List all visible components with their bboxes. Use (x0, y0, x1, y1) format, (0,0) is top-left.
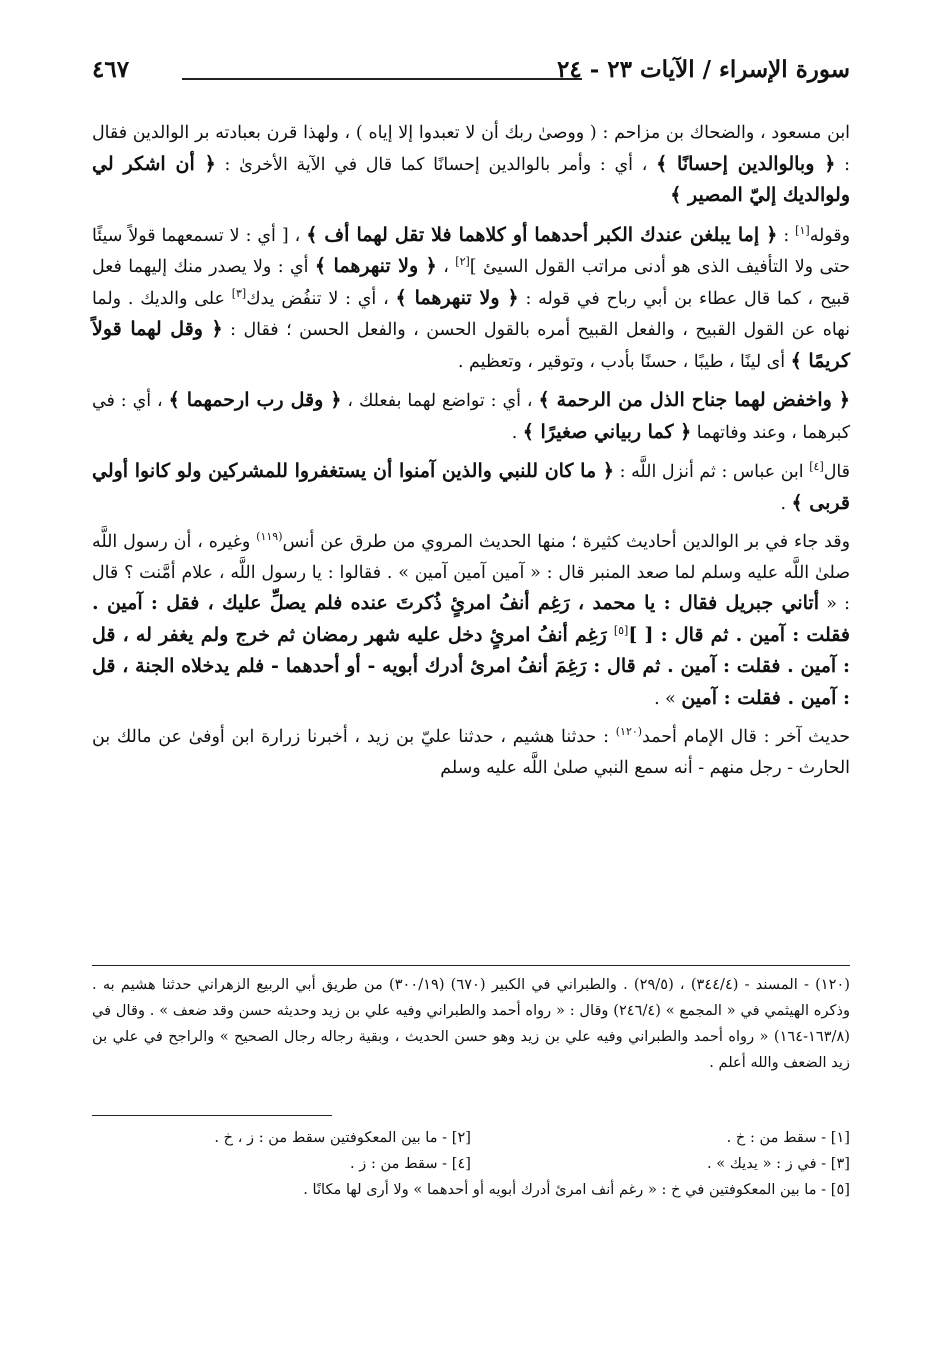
footnote-5: [٥] - ما بين المعكوفتين في خ : « رغم أنف امرئ أدرك أبويه أو أحدهما » ولا أرى لها مكانًا . (303, 1181, 850, 1198)
hadith-footnote (92, 965, 850, 1076)
text: أي : ولا يصدر منك إليهما فعل قبيح ، كما قال عطاء بن أبي رباح في قوله : (92, 257, 850, 309)
text: ، أي : وأمر بالوالدين إحسانًا كما قال في الآية الأخرىٰ : (215, 154, 657, 175)
text: قال (823, 462, 850, 482)
text: : (777, 225, 796, 246)
quran-quote: ﴿ ولا تنهرهما ﴾ (314, 255, 437, 277)
text: : حدثنا هشيم ، حدثنا عليّ بن زيد ، أخبرنا زرارة ابن أوفىٰ عن مالك بن الحارث - رجل منهم - أنه سمع النبي صلىٰ اللَّه عليه وسلم (92, 727, 850, 778)
quran-quote: ﴿ ولا تنهرهما ﴾ (395, 286, 519, 309)
footnote-ref-3: [٣] (231, 286, 247, 300)
page-header (92, 56, 850, 90)
text: . (780, 493, 792, 514)
footnote-ref-5: [٥] (613, 623, 629, 637)
text: ، (436, 257, 456, 277)
paragraph-2 (92, 220, 850, 378)
footnote-1: [١] - سقط من : خ . (726, 1129, 850, 1146)
paragraph-1 (92, 118, 850, 212)
quran-quote: ﴿ كما ربياني صغيرًا ﴾ (522, 420, 692, 443)
hadith-text: رَغِم أنفُ امرئٍ دخل عليه شهر رمضان ثم خرج ولم يغفر له ، قل : آمين . فقلت : آمين . ثم قال : رَغِمَ أنفُ امرئ أدرك أبويه - أو أحدهما - فلم يدخلاه الجنة ، قل : آمين . فقلت : آمين (92, 623, 850, 709)
text: وقد جاء في بر الوالدين أحاديث كثيرة ؛ منها الحديث المروي من طرق عن أنس (282, 532, 850, 552)
hadith-ref-119: (١١٩) (256, 530, 283, 544)
text: » . (654, 688, 682, 709)
quran-quote: ﴿ وبالوالدين إحسانًا ﴾ (656, 152, 836, 175)
text: ، أي : لا تنفُض يدك (246, 288, 396, 309)
footnote-ref-1: [١] (795, 223, 810, 237)
textual-footnotes (92, 1125, 850, 1203)
running-title: سورة الإسراء / الآيات ٢٣ - ٢٤ (557, 56, 850, 83)
footnote-row (92, 1151, 850, 1177)
paragraph-6 (92, 722, 850, 783)
text: ، [ أي : لا تسمعهما قولاً سيئًا حتى ولا التأفيف الذى هو أدنى مراتب القول السيئ ] (92, 225, 850, 277)
text: على والديك . ولما نهاه عن القول القبيح ، والفعل القبيح أمره بالقول الحسن ، والفعل الحسن ؛ فقال : (92, 288, 850, 340)
quran-quote: ﴿ وقل رب ارحمهما ﴾ (168, 389, 342, 411)
text: وغيره ، أن رسول اللَّه صلىٰ اللَّه عليه وسلم لما صعد المنبر قال : « آمين آمين آمين » . فقالوا : يا رسول اللَّه ، علام أمَّنت ؟ قال : « (92, 532, 850, 614)
text: ، أي : تواضع لهما بفعلك ، (341, 391, 539, 411)
main-text (92, 118, 850, 791)
hadith-text: أتاني جبريل فقال : يا محمد ، رَغِم أنفُ امرئٍ ذُكرتَ عنده فلم يصلِّ عليك ، فقل : آمين . فقلت : آمين . ثم قال : [ ] (92, 592, 850, 646)
footnote-120: (١٢٠) - المسند - (٣٤٤/٤) ، (٢٩/٥) . والطبراني في الكبير (٦٧٠) (٣٠٠/١٩) من طريق أبي الربيع الزهراني حدثنا هشيم به . وذكره الهيثمي في « المجمع » (٢٤٦/٤) وقال : « رواه أحمد والطبراني وفيه علي بن زيد وحديثه حسن وقد ضعف » . وقال في (١٦٣/٨-١٦٤) « رواه أحمد والطبراني وفيه علي بن زيد وهو حسن الحديث ، وبقية رجاله رجال الصحيح » والراجح في علي بن زيد الضعف والله أعلم . (92, 976, 850, 1071)
footnote-3: [٣] - في ز : « يديك » . (707, 1155, 850, 1172)
quran-quote: ﴿ وقل لهما قولاً كريمًا ﴾ (92, 318, 850, 372)
text: وقوله (809, 225, 851, 246)
text: ، أي : في كبرهما ، وعند وفاتهما (92, 391, 850, 443)
quran-quote: ﴿ أن اشكر لي ولوالديك إليّ المصير ﴾ (92, 152, 850, 206)
text: ابن عباس : ثم أنزل اللَّه : (613, 462, 810, 482)
footnote-ref-2: [٢] (455, 255, 470, 269)
quran-quote: ﴿ إما يبلغن عندك الكبر أحدهما أو كلاهما فلا تقل لهما أف ﴾ (306, 223, 778, 246)
footnote-2: [٢] - ما بين المعكوفتين سقط من : ز ، خ . (214, 1129, 471, 1146)
text: . (511, 422, 523, 443)
text: حديث آخر : قال الإمام أحمد (642, 727, 850, 747)
header-rule (182, 78, 582, 80)
paragraph-4 (92, 456, 850, 519)
paragraph-5 (92, 527, 850, 714)
page-number: ٤٦٧ (92, 56, 130, 83)
quran-quote: ﴿ ما كان للنبي والذين آمنوا أن يستغفروا للمشركين ولو كانوا أولي قربى ﴾ (92, 460, 850, 514)
paragraph-3 (92, 385, 850, 448)
text: أى لينًا ، طيبًا ، حسنًا بأدب ، وتوقير ، وتعظيم . (458, 351, 791, 372)
footnote-4: [٤] - سقط من : ز . (350, 1155, 471, 1172)
footnote-separator (92, 1115, 332, 1116)
footnote-ref-4: [٤] (809, 460, 824, 474)
quran-quote: ﴿ واخفض لهما جناح الذل من الرحمة ﴾ (538, 389, 850, 411)
hadith-ref-120: (١٢٠) (615, 725, 643, 739)
footnote-row (92, 1125, 850, 1151)
text: ابن مسعود ، والضحاك بن مزاحم : ( ووصىٰ ربك أن لا تعبدوا إلا إياه ) ، ولهذا قرن بعبادته بر الوالدين فقال : (92, 123, 850, 175)
